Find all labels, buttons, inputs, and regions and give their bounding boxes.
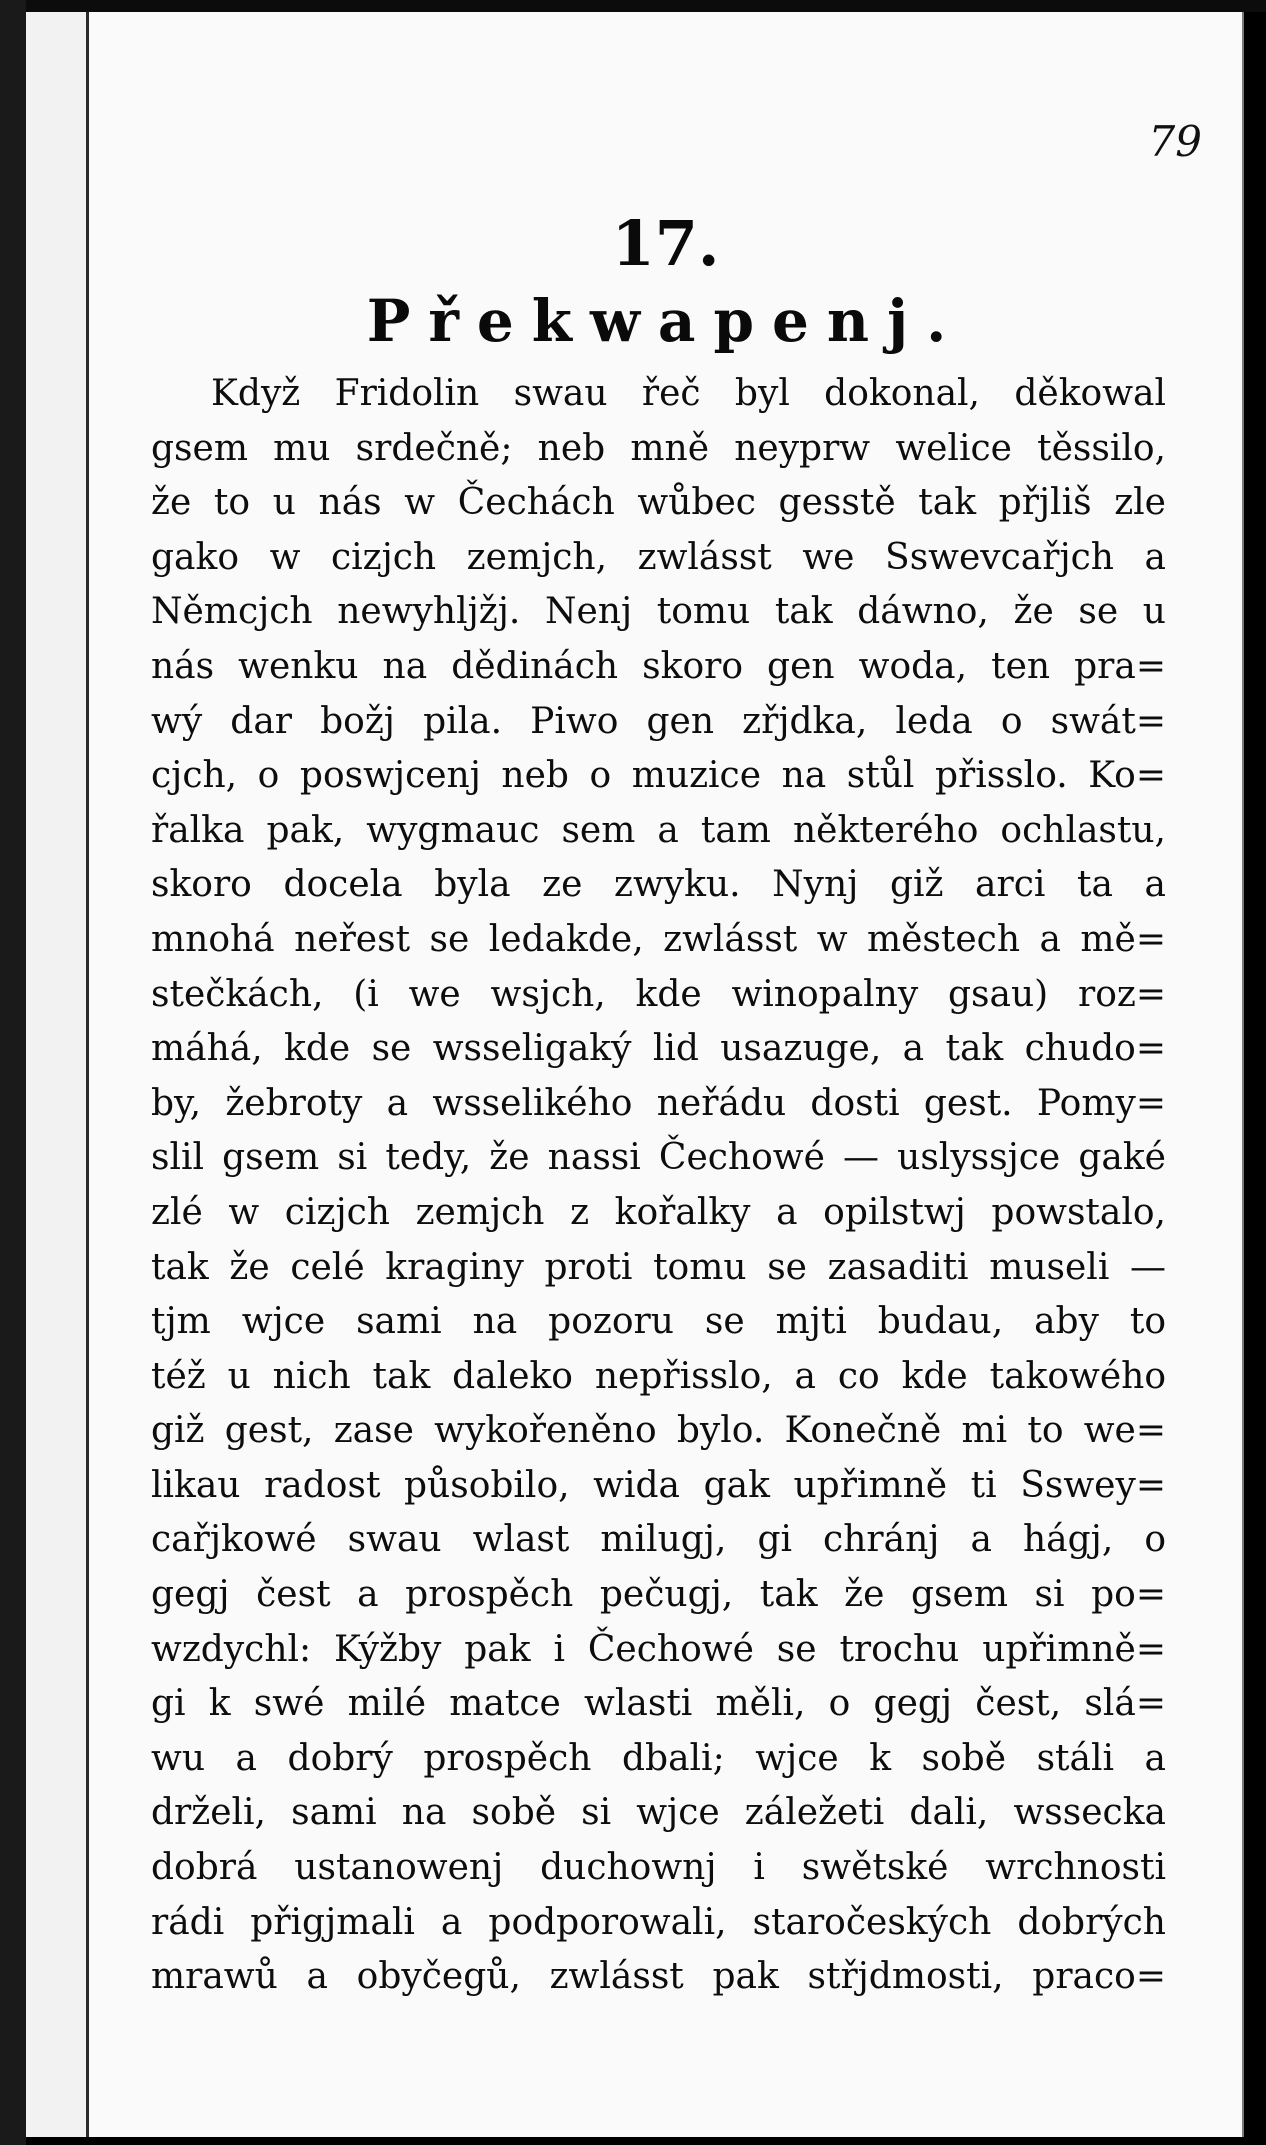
text-line: stečkách, (i we wsjch, kde winopalny gsau) roz= — [151, 973, 1166, 1015]
text-line: wý dar božj pila. Piwo gen zřjdka, leda o swát= — [151, 700, 1166, 742]
text-line: giž gest, zase wykořeněno bylo. Konečně mi to we= — [151, 1410, 1166, 1452]
chapter-title: Překwapenj. — [366, 287, 965, 355]
book-page — [89, 12, 1244, 2137]
text-line: řalka pak, wygmauc sem a tam některého ochlastu, — [151, 809, 1166, 851]
text-line: nás wenku na dědinách skoro gen woda, ten pra= — [151, 645, 1166, 687]
text-line: skoro docela byla ze zwyku. Nynj giž arci ta a — [151, 864, 1166, 906]
text-line: likau radost působilo, wida gak upřimně ti Sswey= — [151, 1464, 1166, 1506]
text-line: Když Fridolin swau řeč byl dokonal, děkowal — [211, 373, 1166, 414]
text-line: máhá, kde se wsseligaký lid usazuge, a tak chudo= — [151, 1028, 1166, 1070]
text-line: tak že celé kraginy proti tomu se zasaditi museli — — [151, 1246, 1166, 1288]
text-line: by, žebroty a wsselikého neřádu dosti gest. Pomy= — [151, 1082, 1166, 1124]
page-number: 79 — [1148, 117, 1202, 166]
text-line: gako w cizjch zemjch, zwlásst we Sswevcařjch a — [151, 536, 1166, 578]
text-line: wu a dobrý prospěch dbali; wjce k sobě stáli a — [151, 1737, 1166, 1779]
text-line: Němcjch newyhljžj. Nenj tomu tak dáwno, že se u — [151, 591, 1166, 633]
scan-left-edge — [0, 0, 26, 2145]
top-border — [0, 0, 1266, 12]
text-line: mnohá neřest se ledakde, zwlásst w městech a mě= — [151, 918, 1166, 960]
text-line: že to u nás w Čechách wůbec gesstě tak přjliš zle — [151, 482, 1166, 524]
text-line: drželi, sami na sobě si wjce záležeti dali, wssecka — [151, 1792, 1166, 1834]
text-line: též u nich tak daleko nepřisslo, a co kde takowého — [151, 1355, 1166, 1397]
text-line: tjm wjce sami na pozoru se mjti budau, aby to — [151, 1301, 1166, 1343]
text-line: cjch, o poswjcenj neb o muzice na stůl přisslo. Ko= — [151, 755, 1166, 797]
text-line: mrawů a obyčegů, zwlásst pak střjdmosti, praco= — [151, 1956, 1166, 1998]
text-line: cařjkowé swau wlast milugj, gi chránj a hágj, o — [151, 1519, 1166, 1561]
text-line: slil gsem si tedy, že nassi Čechowé — uslyssjce gaké — [151, 1137, 1166, 1179]
text-line: gi k swé milé matce wlasti měli, o gegj čest, slá= — [151, 1683, 1166, 1725]
text-line: gegj čest a prospěch pečugj, tak že gsem si po= — [151, 1574, 1166, 1616]
text-line: rádi přigjmali a podporowali, staročeských dobrých — [151, 1901, 1166, 1943]
chapter-number: 17. — [611, 207, 720, 280]
text-line: dobrá ustanowenj duchownj i swětské wrchnosti — [151, 1847, 1166, 1889]
text-line: gsem mu srdečně; neb mně neyprw welice těssilo, — [151, 427, 1166, 469]
text-line: wzdychl: Kýžby pak i Čechowé se trochu upřimně= — [151, 1628, 1166, 1670]
facing-page-edge — [26, 12, 89, 2137]
body-text — [151, 367, 1166, 2005]
text-line: zlé w cizjch zemjch z kořalky a opilstwj powstalo, — [151, 1191, 1166, 1233]
